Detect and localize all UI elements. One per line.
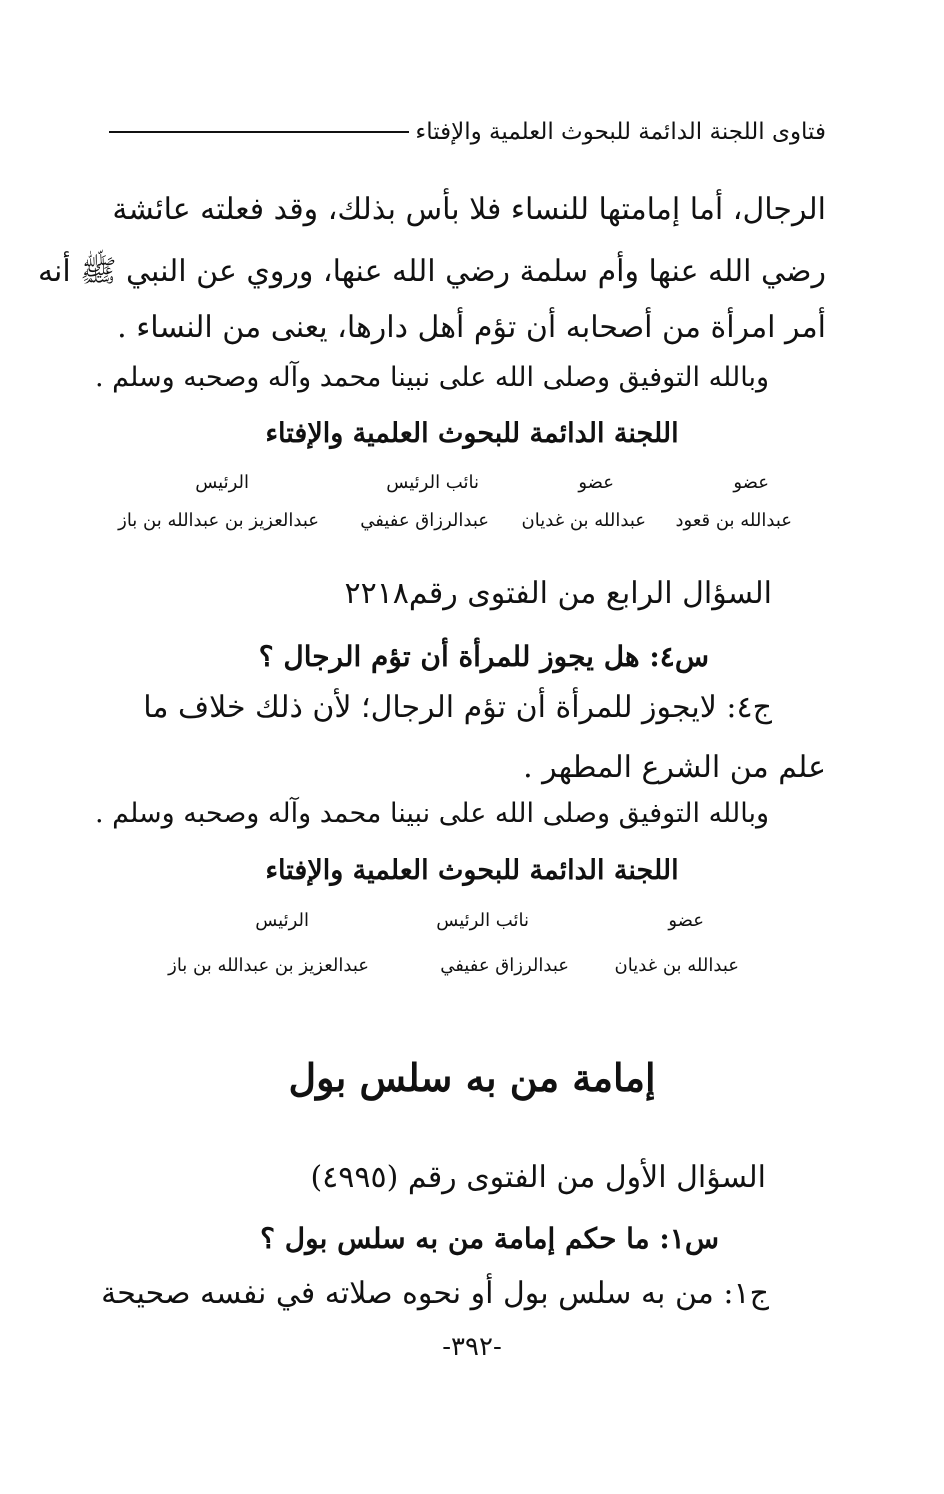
signature-role: الرئيس [195,472,249,493]
running-header [109,119,826,145]
page-number: -٣٩٢- [442,1332,502,1362]
answer-line: علم من الشرع المطهر . [523,750,826,785]
signature-name: عبدالله بن غديان [614,955,739,976]
signature-name: عبدالعزيز بن عبدالله بن باز [118,510,319,531]
paragraph-line: أمر امرأة من أصحابه أن تؤم أهل دارها، يعنى من النساء . [117,310,826,345]
signature-role: عضو [668,910,704,931]
signature-role: نائب الرئيس [436,910,529,931]
committee-title: اللجنة الدائمة للبحوث العلمية والإفتاء [265,855,679,886]
running-title: فتاوى اللجنة الدائمة للبحوث العلمية والإفتاء [415,119,826,145]
fatwa-heading: السؤال الرابع من الفتوى رقم٢٢١٨ [344,576,772,611]
answer-line: ج٤: لايجوز للمرأة أن تؤم الرجال؛ لأن ذلك خلاف ما [143,690,772,725]
closing-line: وبالله التوفيق وصلى الله على نبينا محمد وآله وصحبه وسلم . [94,798,769,829]
signature-role: الرئيس [255,910,309,931]
signature-name: عبدالله بن غديان [521,510,646,531]
question-line: س٤: هل يجوز للمرأة أن تؤم الرجال ؟ [258,640,709,673]
signature-role: عضو [578,472,614,493]
committee-title: اللجنة الدائمة للبحوث العلمية والإفتاء [265,418,679,449]
signature-name: عبدالرزاق عفيفي [360,510,489,531]
closing-line: وبالله التوفيق وصلى الله على نبينا محمد وآله وصحبه وسلم . [94,362,769,393]
signature-role: عضو [733,472,769,493]
signature-role: نائب الرئيس [386,472,479,493]
header-rule [109,131,409,133]
section-title: إمامة من به سلس بول [288,1055,656,1100]
paragraph-line: رضي الله عنها وأم سلمة رضي الله عنها، وروي عن النبي ﷺ أنه [37,254,826,289]
signature-name: عبدالرزاق عفيفي [440,955,569,976]
signature-name: عبدالعزيز بن عبدالله بن باز [168,955,369,976]
fatwa-heading: السؤال الأول من الفتوى رقم (٤٩٩٥) [310,1160,766,1195]
question-line: س١: ما حكم إمامة من به سلس بول ؟ [260,1222,719,1255]
signature-name: عبدالله بن قعود [675,510,792,531]
answer-line: ج١: من به سلس بول أو نحوه صلاته في نفسه صحيحة [101,1276,769,1311]
paragraph-line: الرجال، أما إمامتها للنساء فلا بأس بذلك، وقد فعلته عائشة [112,192,826,227]
